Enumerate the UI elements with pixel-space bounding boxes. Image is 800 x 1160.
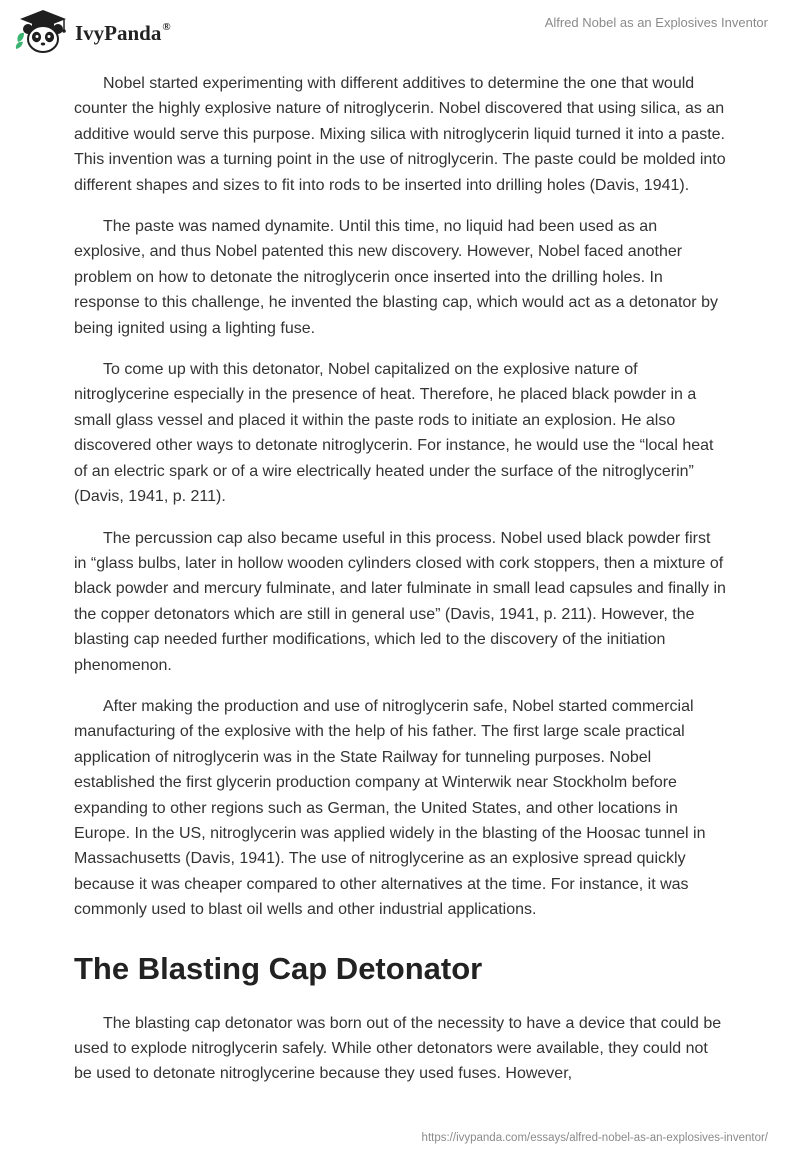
paragraph: To come up with this detonator, Nobel capitalized on the explosive nature of nitroglycerine especially in the presence of heat. Therefore, he placed black powder in a small glass vessel and placed it within the paste rods to initiate an explosion. He also discovered other ways to detonate nitroglycerin. For instance, he would use the “local heat of an electric spark or of a wire electrically heated under the surface of the nitroglycerin” (Davis, 1941, p. 211). [74, 361, 714, 506]
brand-name: IvyPanda® [75, 20, 171, 45]
source-url[interactable]: https://ivypanda.com/essays/alfred-nobel-as-an-explosives-inventor/ [421, 1132, 768, 1144]
paragraph: Nobel started experimenting with different additives to determine the one that would counter the highly explosive nature of nitroglycerin. Nobel discovered that using silica, as an additive would serve this purpose. Mixing silica with nitroglycerin liquid turned it into a paste. This invention was a turning point in the use of nitroglycerin. The paste could be molded into different shapes and sizes to fit into rods to be inserted into drilling holes (Davis, 1941). [74, 75, 726, 194]
page-header [0, 0, 800, 64]
paragraph: The percussion cap also became useful in this process. Nobel used black powder first in “glass bulbs, later in hollow wooden cylinders closed with cork stoppers, then a mixture of black powder and mercury fulminate, and later fulminate in small lead capsules and finally in the copper detonators which are still in general use” (Davis, 1941, p. 211). However, the blasting cap needed further modifications, which led to the discovery of the initiation phenomenon. [74, 529, 726, 674]
paragraph: The blasting cap detonator was born out of the necessity to have a device that could be used to explode nitroglycerin safely. While other detonators were available, they could not be used to detonate nitroglycerine because they used fuses. However, [74, 1014, 722, 1083]
paragraph: After making the production and use of nitroglycerin safe, Nobel started commercial manufacturing of the explosive with the help of his father. The first large scale practical application of nitroglycerin was in the State Railway for tunneling purposes. Nobel established the first glycerin production company at Winterwik near Stockholm before expanding to other regions such as German, the United States, and other locations in Europe. In the US, nitroglycerin was applied widely in the blasting of the Hoosac tunnel in Massachusetts (Davis, 1941). The use of nitroglycerine as an explosive spread quickly because it was cheaper compared to other alternatives at the time. For instance, it was commonly used to blast oil wells and other industrial applications. [74, 697, 706, 919]
document-title: Alfred Nobel as an Explosives Inventor [544, 15, 768, 30]
panda-graduation-cap-icon [14, 8, 72, 54]
ivypanda-logo[interactable] [14, 8, 171, 54]
section-heading: The Blasting Cap Detonator [74, 950, 483, 986]
paragraph: The paste was named dynamite. Until this time, no liquid had been used as an explosive, and thus Nobel patented this new discovery. However, Nobel faced another problem on how to detonate the nitroglycerin once inserted into the drilling holes. In response to this challenge, he invented the blasting cap, which would act as a detonator by being ignited using a lighting fuse. [74, 218, 718, 337]
article-body [74, 71, 726, 1103]
